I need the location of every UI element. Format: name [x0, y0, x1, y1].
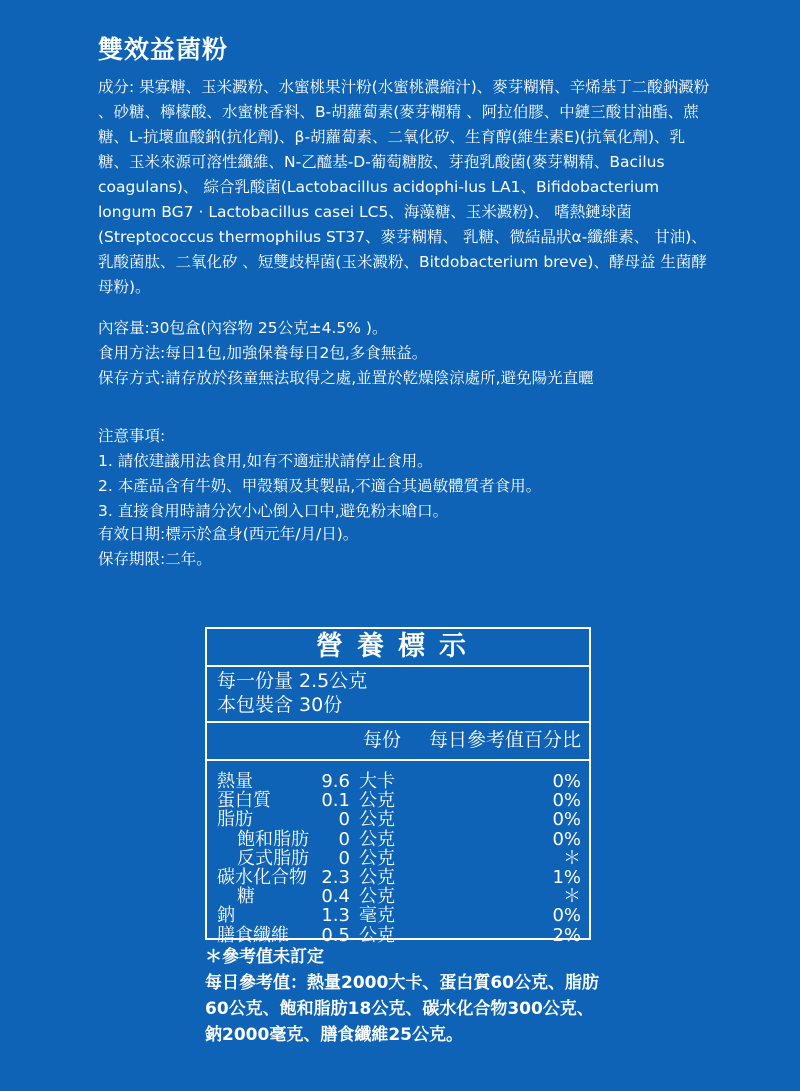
- serving-size: 每一份量 2.5公克: [217, 670, 368, 692]
- nutrient-name: 糖: [237, 886, 255, 908]
- nutrient-rows: [207, 761, 589, 945]
- nutrient-value: 0.1: [321, 790, 350, 812]
- storage-method: 保存方式:請存放於孩童無法取得之處,並置於乾燥陰涼處所,避免陽光直曬: [98, 369, 594, 387]
- ingredients-text: 成分: 果寡糖、玉米澱粉、水蜜桃果汁粉(水蜜桃濃縮汁)、麥芽糊精、辛烯基丁二酸鈉澱粉 、砂糖、檸檬酸、水蜜桃香料、B-胡蘿蔔素(麥芽糊精 、阿拉伯膠、中鏈三酸甘油酯、蔗糖、L-抗壞血酸鈉(抗化劑)、β-胡蘿蔔素、二氧化矽、生育醇(維生素E)(抗氧化劑)、乳糖、玉米來源可溶性纖維、N-乙醯基-D-葡萄糖胺、芽孢乳酸菌(麥芽糊精、Bacilus coagulans)、 綜合乳酸菌(Lactobacillus acidophi-lus LA1、Bifidobacterium longum BG7 · Lactobacillus casei LC5、海藻糖、玉米澱粉)、 嗜熱鏈球菌(Streptococcus thermophilus ST37、麥芽糊精、 乳糖、微結晶狀α-纖維素、 甘油)、乳酸菌肽、二氧化矽 、短雙歧桿菌(玉米澱粉、Bitdobacterium breve)、酵母益 生菌酵母粉)。: [98, 78, 710, 296]
- column-header: [207, 723, 589, 761]
- nutrient-daily-value: 1%: [552, 866, 581, 888]
- nutrient-row: [207, 868, 589, 887]
- nutrient-value: 0.5: [321, 924, 350, 946]
- date-info: [98, 522, 618, 572]
- nutrient-row: [207, 791, 589, 810]
- nutrition-header: 營養標示: [207, 629, 589, 667]
- nutrient-unit: 公克: [359, 828, 395, 850]
- nutrient-daily-value: ＊: [563, 847, 581, 869]
- nutrient-daily-value: 0%: [552, 771, 581, 792]
- usage-method: 食用方法:每日1包,加強保養每日2包,多食無益。: [98, 344, 428, 362]
- content-amount: 內容量:30包盒(內容物 25公克±4.5% )。: [98, 319, 388, 337]
- product-title: 雙效益菌粉: [98, 35, 229, 64]
- col-per-serving: 每份: [362, 729, 401, 751]
- nutrient-row: [207, 887, 589, 906]
- nutrient-unit: 公克: [359, 886, 395, 908]
- nutrient-name: 反式脂肪: [237, 847, 309, 869]
- notice-heading: 注意事項:: [98, 427, 166, 445]
- nutrient-row: [207, 772, 589, 791]
- nutrient-row: [207, 926, 589, 945]
- nutrient-name: 蛋白質: [217, 790, 271, 812]
- footnote-daily-reference: 每日參考值：熱量2000大卡、蛋白質60公克、脂肪60公克、飽和脂肪18公克、碳水化合物300公克、鈉2000毫克、膳食纖維25公克。: [205, 973, 599, 1045]
- expiry-date: 有效日期:標示於盒身(西元年/月/日)。: [98, 525, 359, 543]
- nutrient-value: 0: [338, 847, 350, 869]
- nutrient-value: 1.3: [321, 905, 350, 927]
- nutrient-unit: 公克: [359, 924, 395, 946]
- nutrition-table: [205, 627, 591, 946]
- nutrient-row: [207, 810, 589, 829]
- footnote-undefined: ＊參考值未訂定: [205, 947, 324, 967]
- nutrient-daily-value: 0%: [552, 828, 581, 850]
- nutrient-value: 9.6: [321, 771, 350, 792]
- col-daily-value: 每日參考值百分比: [428, 729, 581, 751]
- nutrient-name: 碳水化合物: [217, 866, 307, 888]
- nutrient-name: 膳食纖維: [217, 924, 289, 946]
- nutrient-name: 飽和脂肪: [237, 828, 309, 850]
- nutrient-value: 2.3: [321, 866, 350, 888]
- nutrition-footnote: [205, 944, 605, 1048]
- notice-section: [98, 424, 618, 524]
- nutrient-unit: 毫克: [359, 905, 395, 927]
- serving-info: [207, 667, 589, 723]
- nutrient-value: 0: [338, 828, 350, 850]
- nutrient-daily-value: 0%: [552, 809, 581, 831]
- nutrient-unit: 公克: [359, 809, 395, 831]
- product-info: [98, 316, 618, 391]
- nutrient-value: 0.4: [321, 886, 350, 908]
- notice-item: 1. 請依建議用法食用,如有不適症狀請停止食用。: [98, 452, 433, 470]
- shelf-life: 保存期限:二年。: [98, 550, 212, 568]
- nutrient-row: [207, 830, 589, 849]
- nutrient-value: 0: [338, 809, 350, 831]
- servings-per-package: 本包裝含 30份: [217, 694, 343, 716]
- nutrient-daily-value: 0%: [552, 905, 581, 927]
- notice-item: 3. 直接食用時請分次小心倒入口中,避免粉末嗆口。: [98, 502, 449, 520]
- nutrient-daily-value: 2%: [552, 924, 581, 946]
- nutrient-unit: 大卡: [359, 771, 395, 792]
- nutrient-daily-value: 0%: [552, 790, 581, 812]
- nutrient-unit: 公克: [359, 866, 395, 888]
- nutrient-row: [207, 849, 589, 868]
- nutrient-name: 鈉: [217, 905, 235, 927]
- nutrient-name: 熱量: [217, 771, 253, 792]
- notice-item: 2. 本產品含有牛奶、甲殼類及其製品,不適合其過敏體質者食用。: [98, 477, 542, 495]
- nutrient-daily-value: ＊: [563, 886, 581, 908]
- nutrient-unit: 公克: [359, 790, 395, 812]
- nutrient-name: 脂肪: [217, 809, 253, 831]
- nutrient-unit: 公克: [359, 847, 395, 869]
- nutrient-row: [207, 906, 589, 925]
